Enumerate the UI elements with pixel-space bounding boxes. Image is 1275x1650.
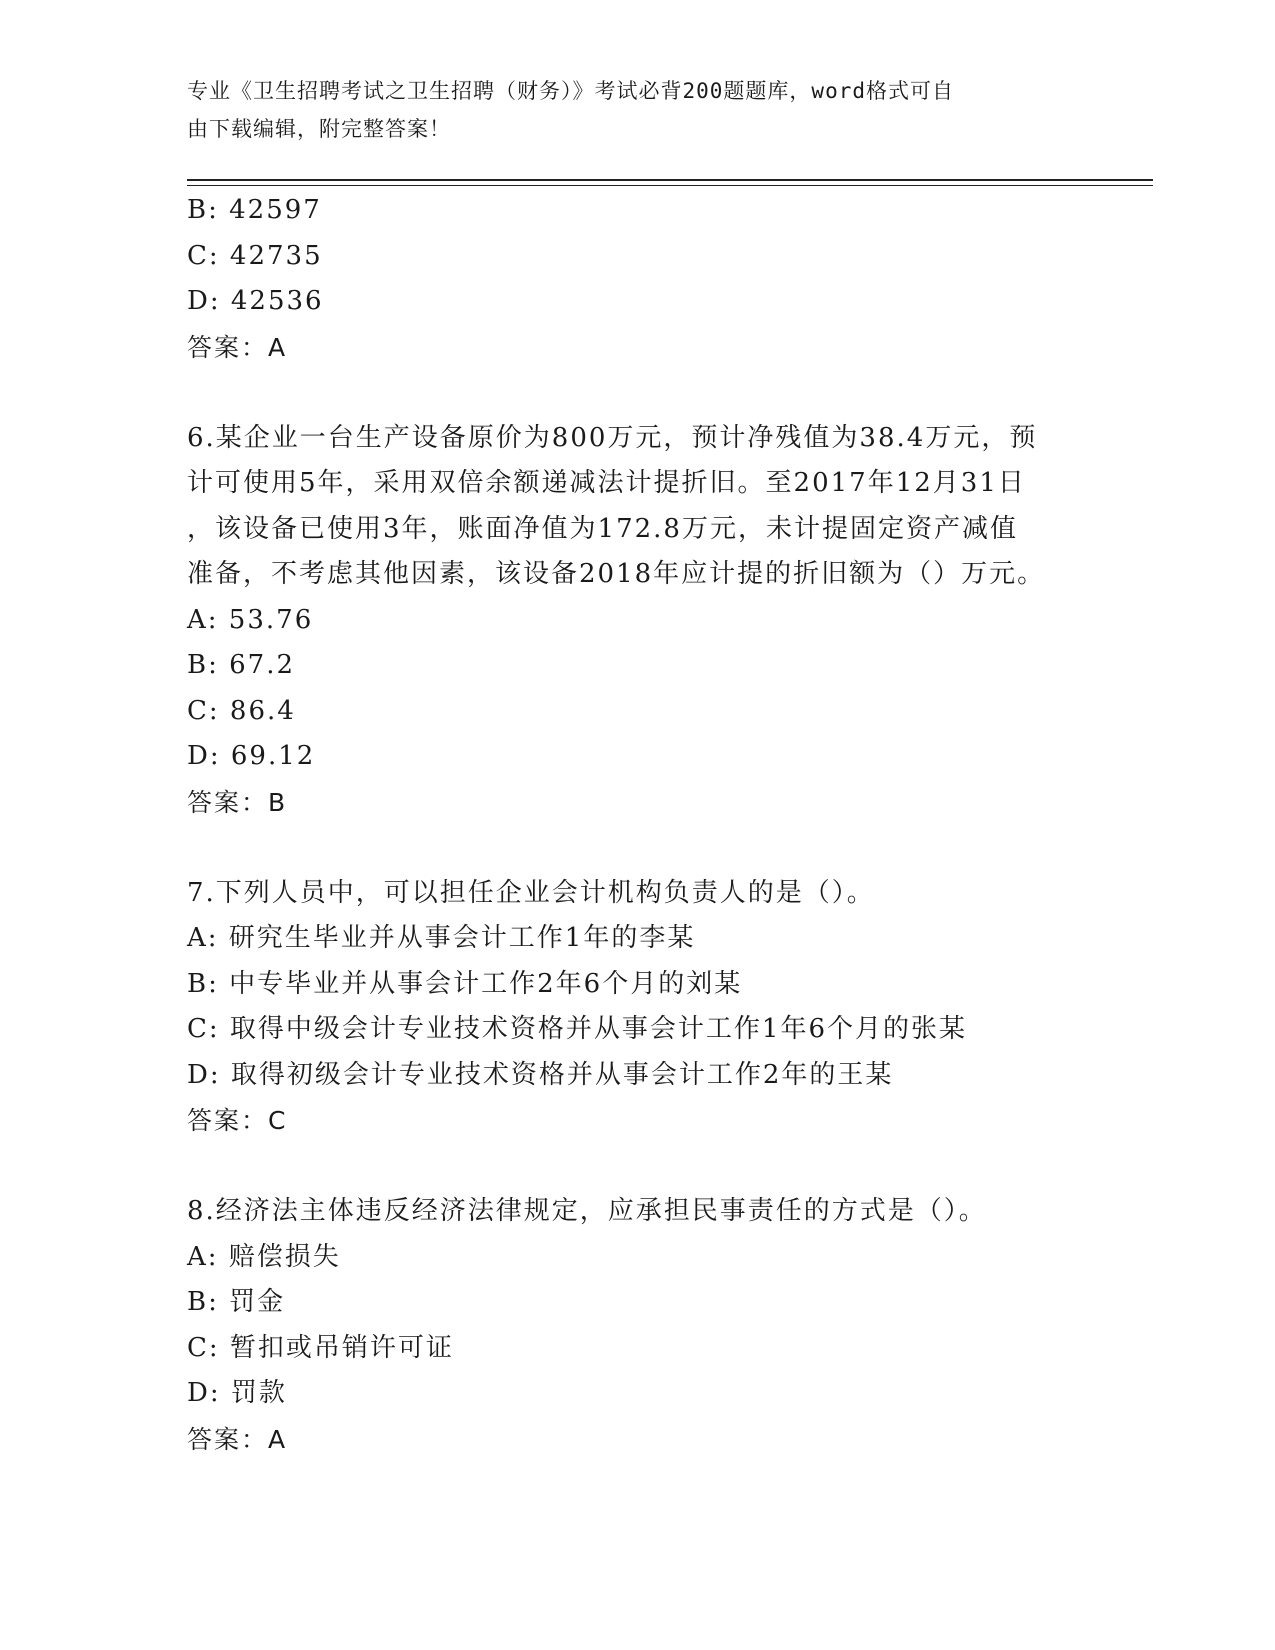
option-c: C: 42735 xyxy=(187,240,323,271)
question-text-line: ，该设备已使用3年，账面净值为172.8万元，未计提固定资产减值 xyxy=(187,513,1018,544)
option-d: D: 69.12 xyxy=(187,741,316,771)
question-8 xyxy=(187,1189,1087,1462)
option-a: A: 赔偿损失 xyxy=(187,1241,341,1272)
option-a: A: 研究生毕业并从事会计工作1年的李某 xyxy=(187,923,696,953)
option-d: D: 罚款 xyxy=(187,1378,287,1408)
option-c: C: 86.4 xyxy=(187,695,296,726)
option-d: D: 42536 xyxy=(187,286,324,316)
question-text-line: 7.下列人员中，可以担任企业会计机构负责人的是（）。 xyxy=(187,877,875,908)
document-header xyxy=(187,72,1067,148)
question-7 xyxy=(187,871,1087,1144)
question-6 xyxy=(187,416,1087,826)
header-rule-thin xyxy=(187,185,1153,186)
option-b: B: 42597 xyxy=(187,195,322,225)
header-line-1: 专业《卫生招聘考试之卫生招聘（财务）》考试必背200题题库，word格式可自 xyxy=(187,79,954,103)
option-c: C: 取得中级会计专业技术资格并从事会计工作1年6个月的张某 xyxy=(187,1014,968,1044)
spacer xyxy=(187,370,1087,416)
header-line-2: 由下载编辑，附完整答案！ xyxy=(187,117,451,141)
spacer xyxy=(187,825,1087,871)
question-text-line: 计可使用5年，采用双倍余额递减法计提折旧。至2017年12月31日 xyxy=(187,468,1026,498)
option-b: B: 67.2 xyxy=(187,650,296,680)
option-b: B: 中专毕业并从事会计工作2年6个月的刘某 xyxy=(187,968,743,999)
question-text-line: 8.经济法主体违反经济法律规定，应承担民事责任的方式是（）。 xyxy=(187,1196,987,1226)
question-text-line: 准备，不考虑其他因素，该设备2018年应计提的折旧额为（）万元。 xyxy=(187,559,1046,589)
answer: 答案：B xyxy=(187,787,288,817)
option-c: C: 暂扣或吊销许可证 xyxy=(187,1332,454,1363)
document-body xyxy=(187,188,1087,1462)
answer: 答案：A xyxy=(187,332,288,362)
option-b: B: 罚金 xyxy=(187,1287,286,1317)
option-d: D: 取得初级会计专业技术资格并从事会计工作2年的王某 xyxy=(187,1059,894,1090)
question-5-remainder xyxy=(187,188,1087,370)
header-rule-thick xyxy=(187,179,1153,181)
spacer xyxy=(187,1144,1087,1190)
option-a: A: 53.76 xyxy=(187,604,314,635)
answer: 答案：C xyxy=(187,1106,288,1135)
answer: 答案：A xyxy=(187,1424,288,1454)
question-text-line: 6.某企业一台生产设备原价为800万元，预计净残值为38.4万元，预 xyxy=(187,422,1038,453)
